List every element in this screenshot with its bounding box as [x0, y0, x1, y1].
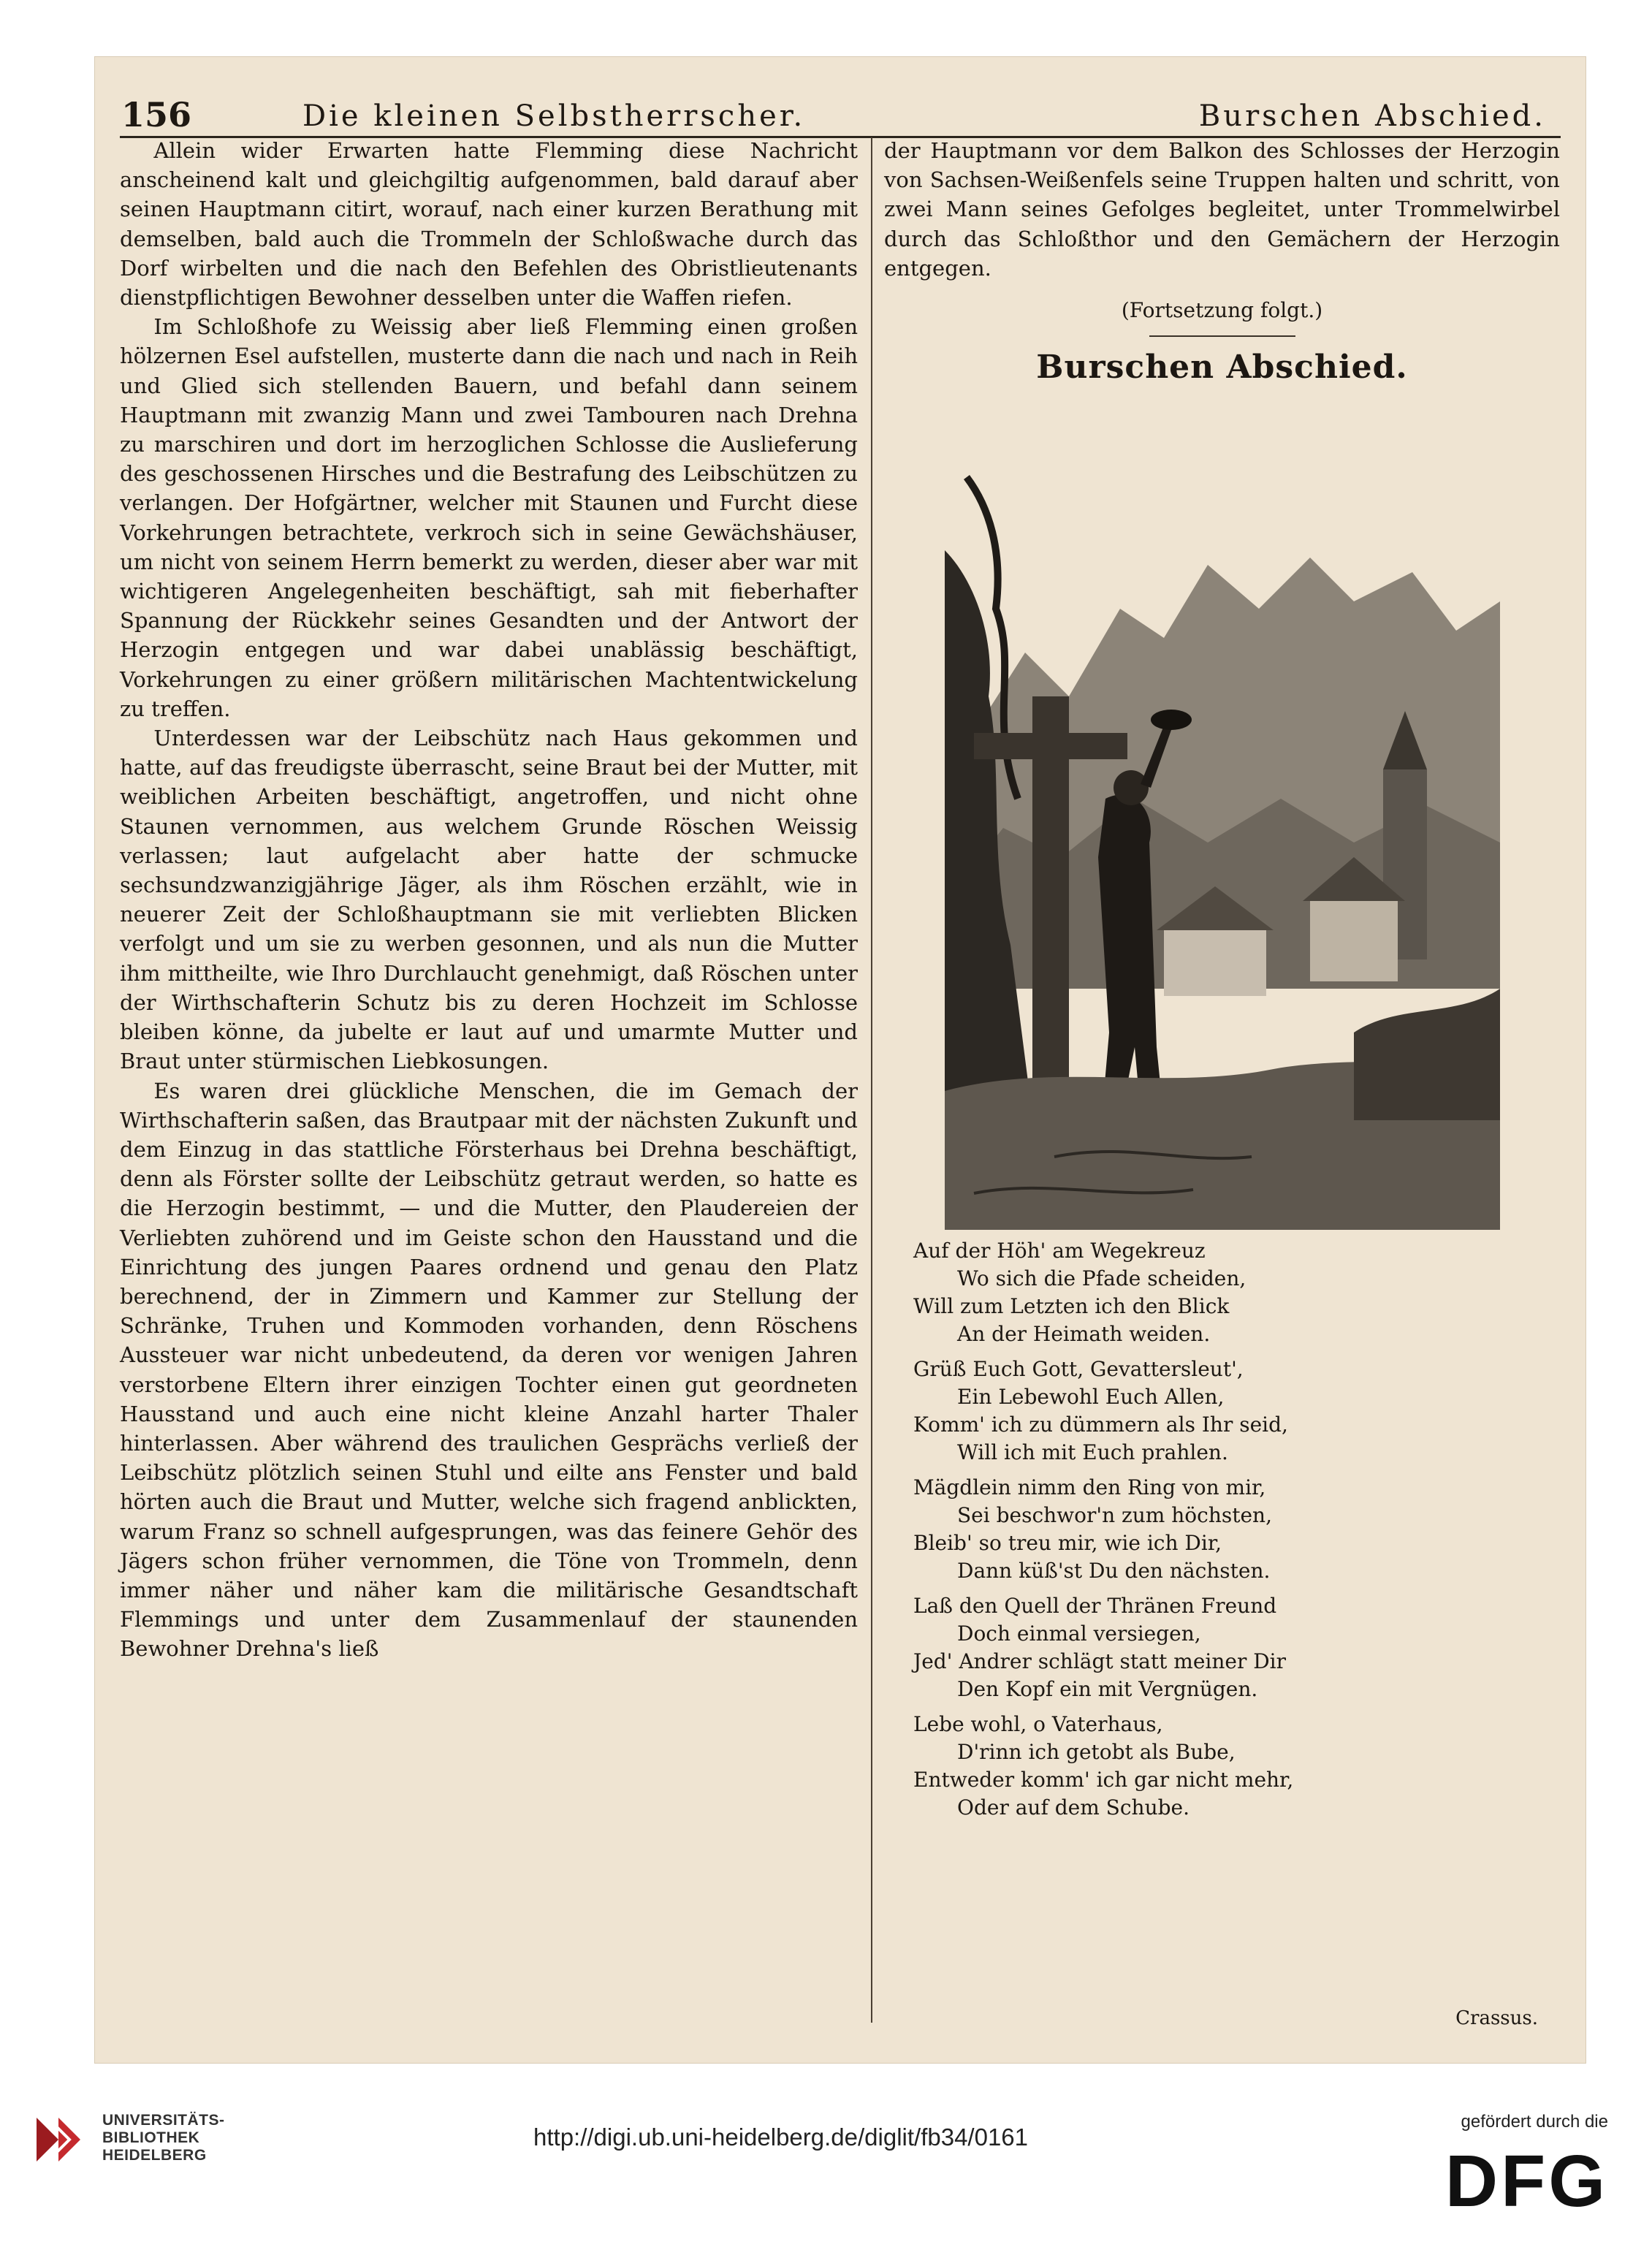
page-number: 156 — [121, 95, 192, 134]
verse-line: Bleib' so treu mir, wie ich Dir, — [913, 1531, 1222, 1556]
poem-author: Crassus. — [1455, 2007, 1538, 2029]
library-logo-icon — [29, 2110, 88, 2169]
verse-line: Wo sich die Pfade scheiden, — [957, 1266, 1246, 1291]
dfg-logo: DFG — [1444, 2140, 1608, 2222]
stanza — [913, 1474, 1560, 1585]
running-title-right: Burschen Abschied. — [1198, 99, 1546, 133]
verse-line: Grüß Euch Gott, Gevattersleut', — [913, 1357, 1244, 1382]
stanza — [913, 1711, 1560, 1822]
paragraph: Allein wider Erwarten hatte Flemming diese Nachricht anscheinend kalt und gleichgiltig aufgenommen, bald darauf aber seinen Hauptmann citirt, worauf, nach einer kurzen Berathung mit demselben, bald auch die Trommeln der Schloßwache durch das Dorf wirbelten und die nach den Befehlen des Obristlieutenants dienstpflichtigen Bewohner desselben unter die Waffen riefen. — [120, 138, 858, 311]
verse-line: Doch einmal versiegen, — [957, 1621, 1201, 1646]
verse-line: Lebe wohl, o Vaterhaus, — [913, 1712, 1163, 1737]
verse-line: An der Heimath weiden. — [957, 1322, 1211, 1347]
stanza — [913, 1237, 1560, 1348]
library-name-line: BIBLIOTHEK — [102, 2129, 200, 2146]
page-header — [120, 85, 1561, 138]
paragraph: Im Schloßhofe zu Weissig aber ließ Flemming einen großen hölzernen Esel aufstellen, musterte dann die nach und nach in Reih und Glied sich stellenden Bauern, und befahl dann seinem Hauptmann mit zwanzig Mann und zwei Tambouren nach Drehna zu marschiren und dort im herzoglichen Schlosse die Auslieferung des geschossenen Hirsches und die Bestrafung des Leibschützen zu verlangen. Der Hofgärtner, welcher mit Staunen und Furcht diese Vorkehrungen betrachtete, verkroch sich in seine Gewächshäuser, um nicht von seinem Herrn bemerkt zu werden, dieser aber war mit wichtigeren Angelegenheiten beschäftigt, sah mit fieberhafter Spannung der Rückkehr seines Gesandten und der Antwort der Herzogin entgegen und war dabei unablässig beschäftigt, Vorkehrungen zu einer größern militärischen Machtentwickelung zu treffen. — [120, 314, 858, 721]
stanza — [913, 1592, 1560, 1703]
running-title-left: Die kleinen Selbstherrscher. — [302, 99, 806, 133]
paragraph: Es waren drei glückliche Menschen, die im Gemach der Wirthschafterin saßen, das Brautpaar mit der nächsten Zukunft und dem Einzug in das stattliche Försterhaus bei Drehna beschäftigt, denn als Förster sollte der Leibschütz getraut werden, so hatte es die Herzogin bestimmt, — und die Mutter, den Plaudereien der Verliebten zuhörend und im Geiste schon den Hausstand und die Einrichtung des jungen Paares ordnend und genau den Platz berechnend, der in Zimmern und Kammer zur Stellung der Schränke, Truhen und Kommoden vorhanden, denn Röschens Aussteuer war nicht unbedeutend, da deren vor wenigen Jahren verstorbene Eltern ihrer einzigen Tochter einen gut geordneten Hausstand und auch eine nicht kleine Anzahl harter Thaler hinterlassen. Aber während des traulichen Gesprächs verließ der Leibschütz plötzlich seinen Stuhl und eilte ans Fenster und bald hörten auch die Braut und Mutter, welche sich fragend anblickten, warum Franz so schnell aufgesprungen, was das feinere Gehör des Jägers schon früher vernommen, die Töne von Trommeln, denn immer näher und näher kam die militärische Gesandtschaft Flemmings und unter dem Zusammenlauf der staunenden Bewohner Drehna's ließ — [120, 1078, 858, 1662]
funding-caption: gefördert durch die — [1461, 2112, 1608, 2132]
paragraph: Unterdessen war der Leibschütz nach Haus gekommen und hatte, auf das freudigste überrascht, seine Braut bei der Mutter, mit weiblichen Arbeiten beschäftigt, angetroffen, und nicht ohne Staunen vernommen, aus welchem Grunde Röschen Weissig verlassen; laut aufgelacht aber hatte der schmucke sechsundzwanzigjährige Jäger, als ihm Röschen erzählt, wie in neuerer Zeit der Schloßhauptmann sie mit verliebten Blicken verfolgt und um sie zu werben gesonnen, und als nun die Mutter ihm mittheilte, wie Ihro Durchlaucht genehmigt, daß Röschen unter der Wirthschafterin Schutz bis zu deren Hochzeit im Schlosse bleiben könne, da jubelte er laut auf und umarmte Mutter und Braut unter stürmischen Liebkosungen. — [120, 726, 858, 1074]
poem — [913, 1237, 1560, 1822]
verse-line: Dann küß'st Du den nächsten. — [957, 1559, 1271, 1583]
library-name — [102, 2112, 225, 2164]
verse-line: Ein Lebewohl Euch Allen, — [957, 1385, 1225, 1410]
verse-line: Laß den Quell der Thränen Freund — [913, 1594, 1277, 1619]
verse-line: Will ich mit Euch prahlen. — [957, 1440, 1228, 1465]
poem-title: Burschen Abschied. — [1036, 349, 1408, 387]
stanza — [913, 1356, 1560, 1467]
column-divider — [871, 137, 872, 2023]
verse-line: Auf der Höh' am Wegekreuz — [913, 1239, 1206, 1263]
verse-line: Mägdlein nimm den Ring von mir, — [913, 1475, 1266, 1500]
verse-line: Oder auf dem Schube. — [957, 1795, 1189, 1820]
library-name-line: HEIDELBERG — [102, 2147, 207, 2164]
library-name-line: UNIVERSITÄTS- — [102, 2112, 225, 2129]
verse-line: Entweder komm' ich gar nicht mehr, — [913, 1768, 1294, 1792]
verse-line: D'rinn ich getobt als Bube, — [957, 1740, 1236, 1765]
right-column — [884, 136, 1560, 2036]
separator-rule — [1149, 335, 1295, 337]
scanned-page — [95, 57, 1586, 2063]
left-column — [120, 136, 858, 1664]
verse-line: Komm' ich zu dümmern als Ihr seid, — [913, 1413, 1288, 1437]
verse-line: Sei beschwor'n zum höchsten, — [957, 1503, 1272, 1528]
paragraph: der Hauptmann vor dem Balkon des Schlosses der Herzogin von Sachsen-Weißenfels seine Truppen halten und schritt, von zwei Mann seines Gefolges begleitet, unter Trommelwirbel durch das Schloßthor und den Gemächern der Herzogin entgegen. — [884, 138, 1560, 281]
verse-line: Jed' Andrer schlägt statt meiner Dir — [913, 1649, 1287, 1674]
woodcut-illustration — [945, 389, 1500, 1230]
viewer-footer — [0, 2075, 1652, 2266]
verse-line: Den Kopf ein mit Vergnügen. — [957, 1677, 1258, 1702]
verse-line: Will zum Letzten ich den Blick — [913, 1294, 1230, 1319]
continuation-note: (Fortsetzung folgt.) — [1121, 298, 1323, 323]
permalink[interactable]: http://digi.ub.uni-heidelberg.de/diglit/fb34/0161 — [533, 2124, 1028, 2151]
